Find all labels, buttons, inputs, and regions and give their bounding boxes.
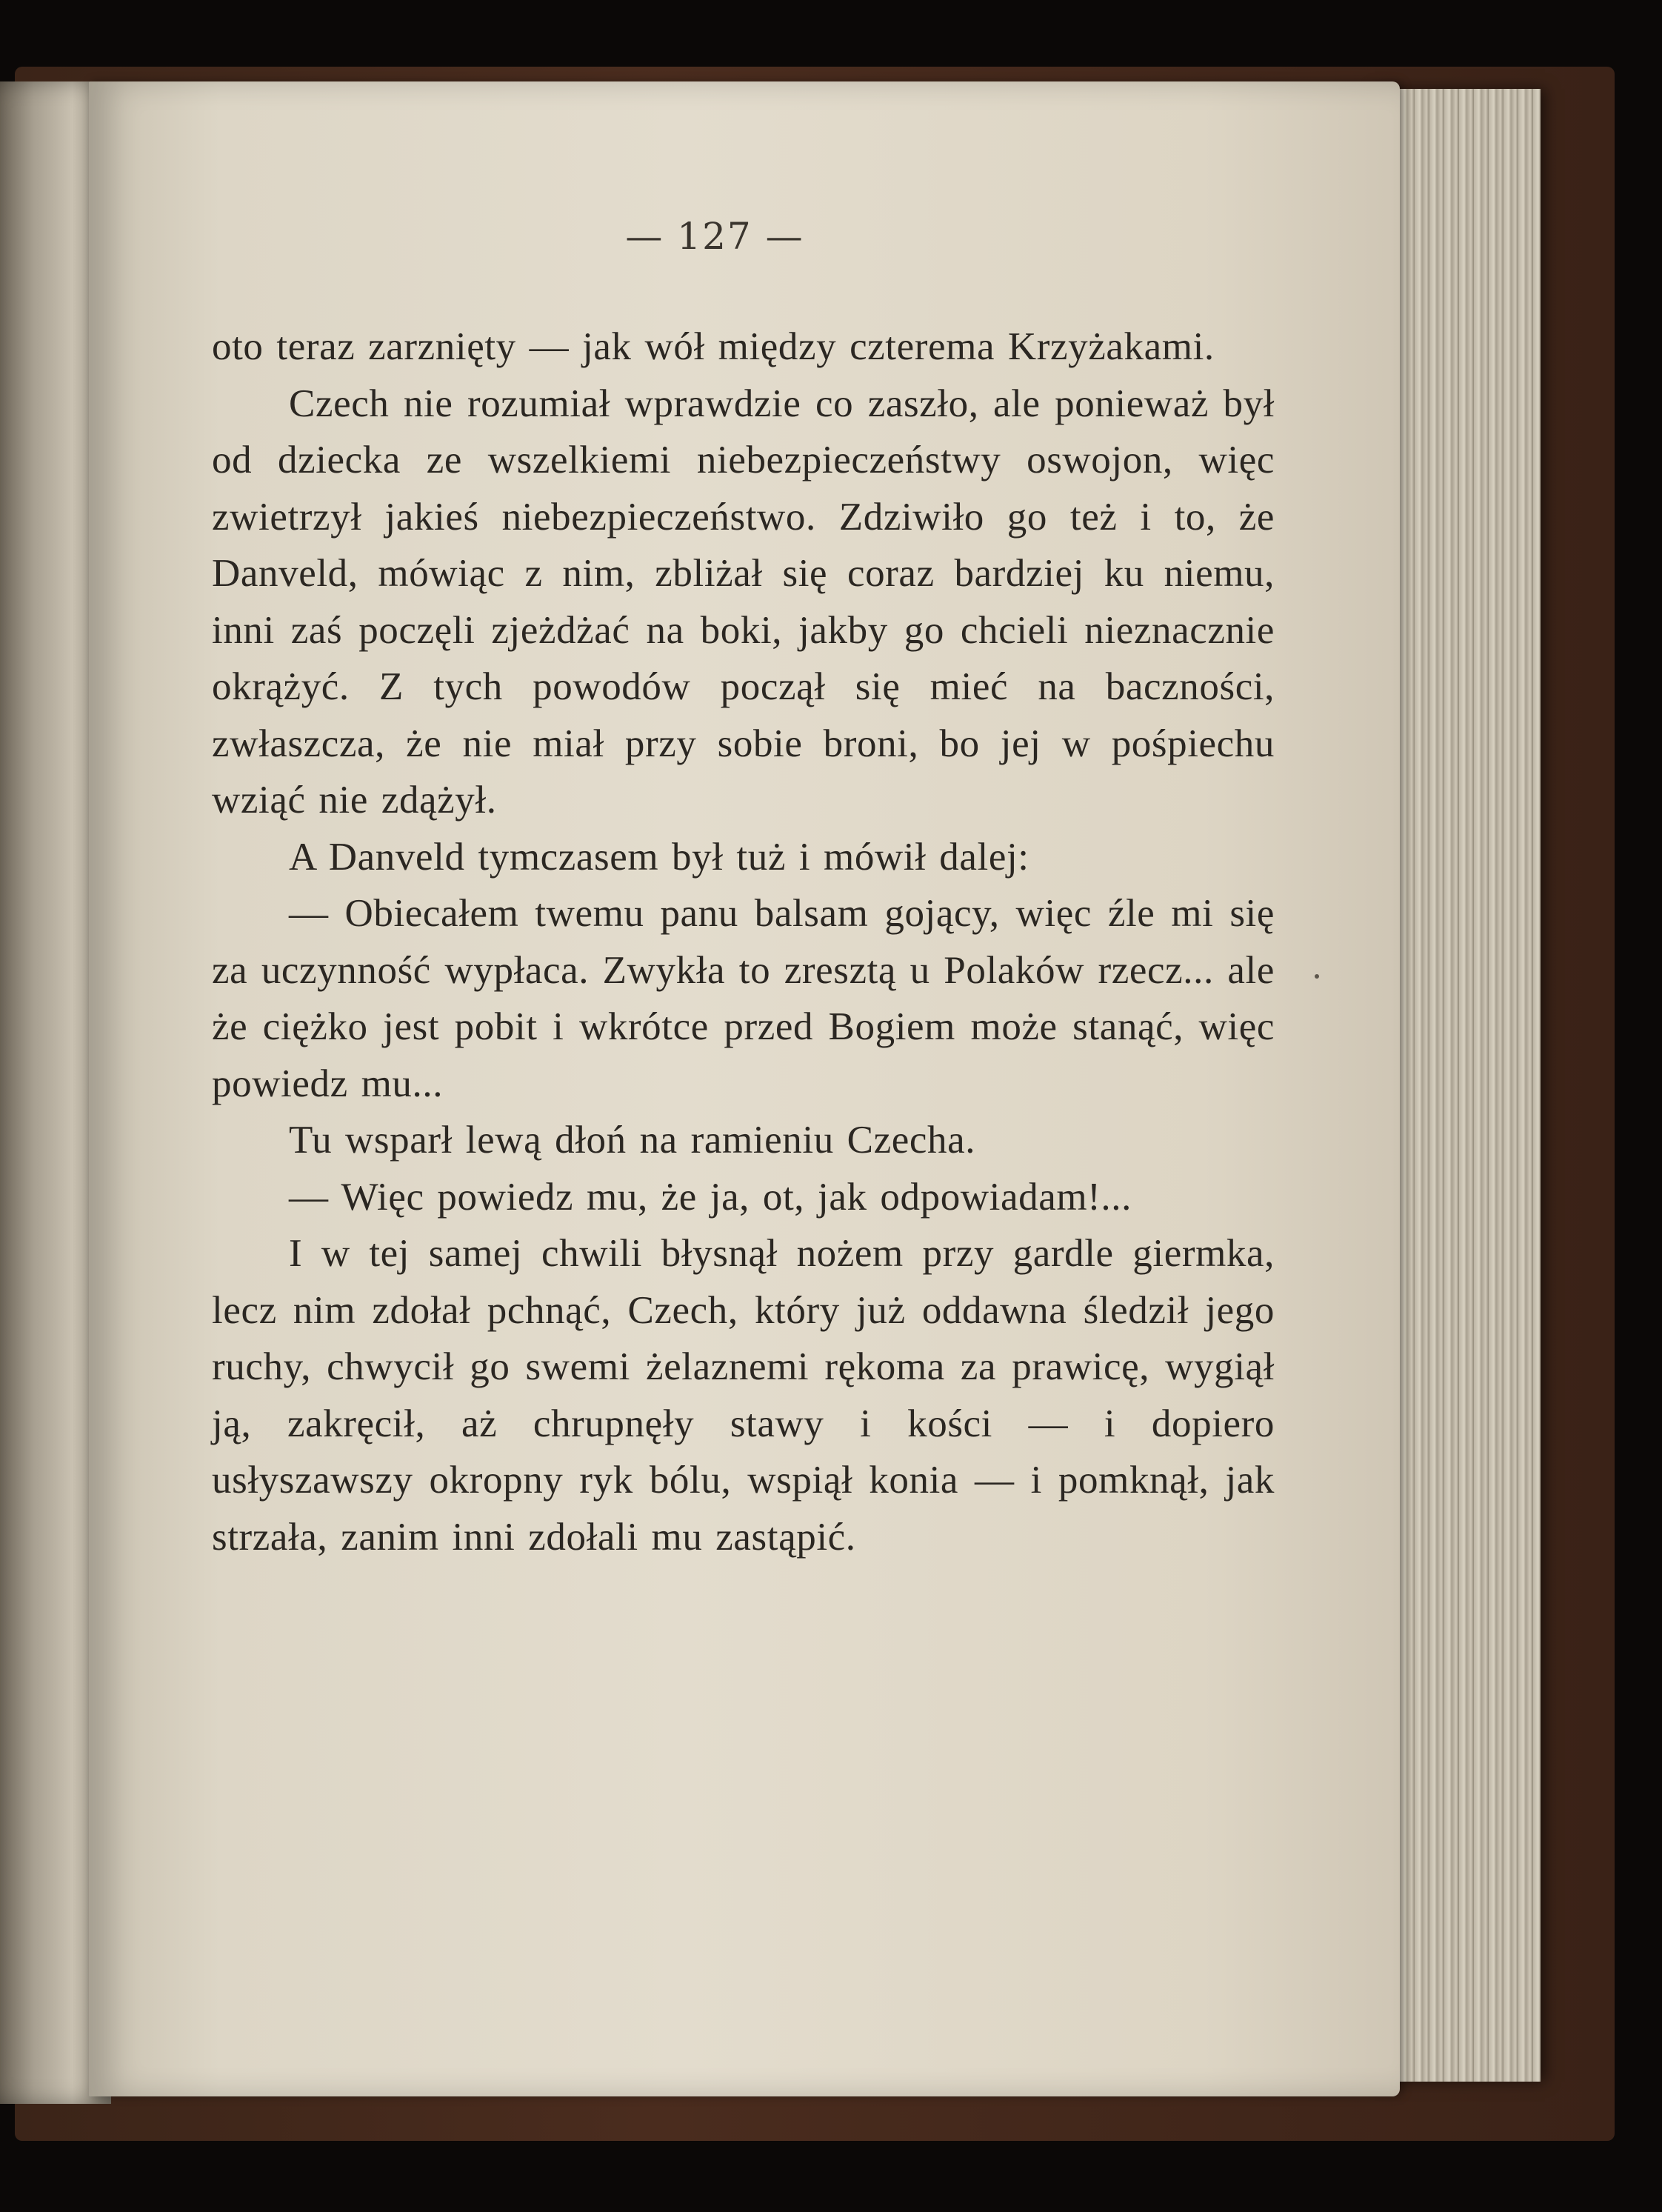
paragraph: — Obiecałem twemu panu balsam gojący, więc źle mi się za uczynność wypłaca. Zwykła to zresztą u Polaków rzecz... ale że ciężko jest pobit i wkrótce przed Bogiem może stanąć, więc powiedz mu... [212,892,1275,1105]
paper-speck [1315,974,1319,979]
page-text [212,319,1275,1565]
book-page [89,81,1400,2096]
paragraph: Czech nie rozumiał wprawdzie co zaszło, ale ponieważ był od dziecka ze wszelkiemi niebezpieczeństwy oswojon, więc zwietrzył jakieś niebezpieczeństwo. Zdziwiło go też i to, że Danveld, mówiąc z nim, zbliżał się coraz bardziej ku niemu, inni zaś poczęli zjeżdżać na boki, jakby go chcieli nieznacznie okrążyć. Z tych powodów począł się mieć na baczności, zwłaszcza, że nie miał przy sobie broni, bo jej w pośpiechu wziąć nie zdążył. [212,382,1275,822]
paragraph: A Danveld tymczasem był tuż i mówił dalej: [289,835,1029,879]
paragraph: Tu wsparł lewą dłoń na ramieniu Czecha. [289,1119,976,1162]
paragraph: — Więc powiedz mu, że ja, ot, jak odpowiadam!... [289,1175,1132,1219]
paragraph: I w tej samej chwili błysnął nożem przy gardle giermka, lecz nim zdołał pchnąć, Czech, który już oddawna śledził jego ruchy, chwycił go swemi żelaznemi rękoma za prawicę, wygiął ją, zakręcił, aż chrupnęły stawy i kości — i dopiero usłyszawszy okropny ryk bólu, wspiął konia — i pomknął, jak strzała, zanim inni zdołali mu zastąpić. [212,1232,1275,1559]
paragraph: oto teraz zarznięty — jak wół między czterema Krzyżakami. [212,325,1215,368]
page-number: — 127 — [625,215,804,258]
